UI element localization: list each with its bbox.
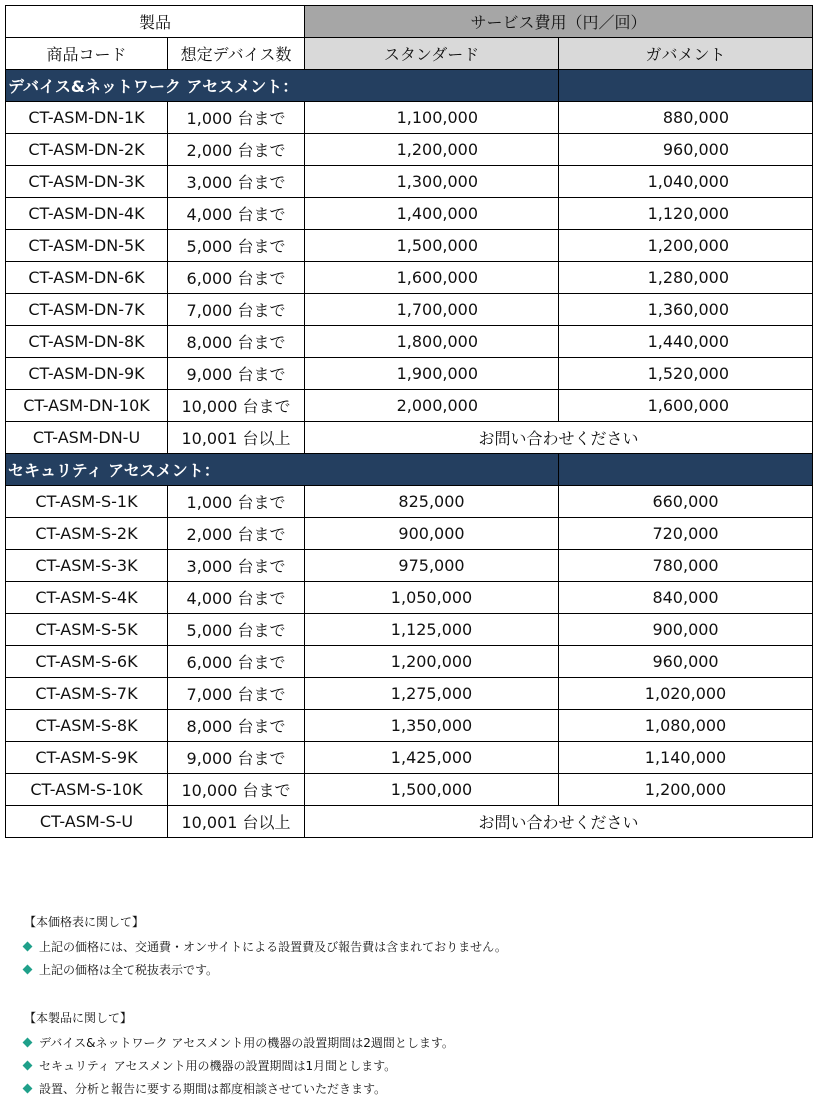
table-row [6, 358, 813, 390]
product-code-cell: CT-ASM-DN-7K [6, 294, 168, 326]
device-count-cell: 6,000 台まで [168, 262, 305, 294]
note-text: 上記の価格には、交通費・オンサイトによる設置費及び報告費は含まれておりません。 [39, 940, 507, 954]
table-row [6, 390, 813, 422]
note-item [22, 1031, 454, 1054]
device-count-cell: 3,000 台まで [168, 550, 305, 582]
government-price-cell: 1,200,000 [559, 230, 813, 262]
table-row [6, 582, 813, 614]
table-row [6, 198, 813, 230]
note-item [22, 958, 507, 981]
device-count-cell: 5,000 台まで [168, 614, 305, 646]
code-header: 商品コード [6, 38, 168, 70]
table-row [6, 102, 813, 134]
device-count-cell: 10,000 台まで [168, 774, 305, 806]
device-count-cell: 2,000 台まで [168, 518, 305, 550]
standard-price-cell: 1,600,000 [305, 262, 559, 294]
table-row [6, 326, 813, 358]
standard-price-cell: 1,900,000 [305, 358, 559, 390]
standard-price-cell: 1,200,000 [305, 134, 559, 166]
note-text: 設置、分析と報告に要する期間は都度相談させていただきます。 [39, 1082, 387, 1096]
device-count-cell: 10,001 台以上 [168, 806, 305, 838]
product-code-cell: CT-ASM-S-6K [6, 646, 168, 678]
standard-price-cell: 825,000 [305, 486, 559, 518]
standard-price-cell: 1,425,000 [305, 742, 559, 774]
government-price-cell: 1,080,000 [559, 710, 813, 742]
standard-price-cell: 1,300,000 [305, 166, 559, 198]
device-count-cell: 10,001 台以上 [168, 422, 305, 454]
table-row [6, 774, 813, 806]
note-item [22, 1054, 454, 1077]
device-count-cell: 9,000 台まで [168, 742, 305, 774]
device-count-cell: 6,000 台まで [168, 646, 305, 678]
government-price-cell: 1,040,000 [559, 166, 813, 198]
table-row [6, 678, 813, 710]
standard-price-cell: 2,000,000 [305, 390, 559, 422]
table-row [6, 518, 813, 550]
device-count-cell: 9,000 台まで [168, 358, 305, 390]
government-price-cell: 1,520,000 [559, 358, 813, 390]
product-code-cell: CT-ASM-S-5K [6, 614, 168, 646]
standard-price-cell: 1,400,000 [305, 198, 559, 230]
government-price-cell: 780,000 [559, 550, 813, 582]
product-code-cell: CT-ASM-S-8K [6, 710, 168, 742]
product-code-cell: CT-ASM-S-U [6, 806, 168, 838]
contact-cell: お問い合わせください [305, 806, 813, 838]
note-text: 上記の価格は全て税抜表示です。 [39, 963, 219, 977]
product-code-cell: CT-ASM-S-9K [6, 742, 168, 774]
standard-price-cell: 975,000 [305, 550, 559, 582]
device-count-cell: 8,000 台まで [168, 326, 305, 358]
section-title-filler [559, 70, 813, 102]
product-code-cell: CT-ASM-S-10K [6, 774, 168, 806]
government-price-cell: 1,360,000 [559, 294, 813, 326]
section-title: デバイス&ネットワーク アセスメント： [6, 70, 559, 102]
notes-block [22, 1009, 454, 1100]
product-code-cell: CT-ASM-S-7K [6, 678, 168, 710]
standard-price-cell: 1,500,000 [305, 230, 559, 262]
notes-title: 【本製品に関して】 [24, 1011, 133, 1025]
note-text: デバイス&ネットワーク アセスメント用の機器の設置期間は2週間とします。 [39, 1036, 454, 1050]
government-price-cell: 840,000 [559, 582, 813, 614]
diamond-bullet-icon [23, 942, 33, 952]
diamond-bullet-icon [23, 1061, 33, 1071]
government-price-cell: 1,200,000 [559, 774, 813, 806]
table-row [6, 550, 813, 582]
device-count-cell: 5,000 台まで [168, 230, 305, 262]
product-code-cell: CT-ASM-DN-5K [6, 230, 168, 262]
section-header-row [6, 70, 813, 102]
table-row [6, 806, 813, 838]
diamond-bullet-icon [23, 1038, 33, 1048]
product-code-cell: CT-ASM-S-4K [6, 582, 168, 614]
contact-cell: お問い合わせください [305, 422, 813, 454]
product-code-cell: CT-ASM-DN-U [6, 422, 168, 454]
government-header: ガバメント [559, 38, 813, 70]
standard-price-cell: 1,500,000 [305, 774, 559, 806]
product-code-cell: CT-ASM-DN-3K [6, 166, 168, 198]
device-count-cell: 4,000 台まで [168, 582, 305, 614]
table-row [6, 422, 813, 454]
government-price-cell: 1,140,000 [559, 742, 813, 774]
product-code-cell: CT-ASM-DN-10K [6, 390, 168, 422]
section-title: セキュリティ アセスメント： [6, 454, 559, 486]
standard-price-cell: 1,100,000 [305, 102, 559, 134]
device-count-cell: 7,000 台まで [168, 678, 305, 710]
section-title-filler [559, 454, 813, 486]
diamond-bullet-icon [23, 965, 33, 975]
product-code-cell: CT-ASM-S-1K [6, 486, 168, 518]
standard-price-cell: 1,800,000 [305, 326, 559, 358]
government-price-cell: 1,020,000 [559, 678, 813, 710]
product-code-cell: CT-ASM-DN-4K [6, 198, 168, 230]
price-table [5, 5, 813, 838]
government-price-cell: 960,000 [559, 134, 813, 166]
government-price-cell: 880,000 [559, 102, 813, 134]
notes-title: 【本価格表に関して】 [24, 915, 145, 929]
table-row [6, 710, 813, 742]
note-item [22, 1077, 454, 1100]
product-code-cell: CT-ASM-S-2K [6, 518, 168, 550]
standard-price-cell: 900,000 [305, 518, 559, 550]
diamond-bullet-icon [23, 1084, 33, 1094]
service-fee-header: サービス費用（円／回） [305, 6, 813, 38]
government-price-cell: 1,120,000 [559, 198, 813, 230]
device-count-cell: 3,000 台まで [168, 166, 305, 198]
standard-price-cell: 1,200,000 [305, 646, 559, 678]
devices-header: 想定デバイス数 [168, 38, 305, 70]
header-row-2 [6, 38, 813, 70]
table-row [6, 294, 813, 326]
device-count-cell: 7,000 台まで [168, 294, 305, 326]
government-price-cell: 960,000 [559, 646, 813, 678]
standard-header: スタンダード [305, 38, 559, 70]
device-count-cell: 1,000 台まで [168, 102, 305, 134]
table-row [6, 166, 813, 198]
product-code-cell: CT-ASM-S-3K [6, 550, 168, 582]
standard-price-cell: 1,350,000 [305, 710, 559, 742]
standard-price-cell: 1,700,000 [305, 294, 559, 326]
device-count-cell: 8,000 台まで [168, 710, 305, 742]
table-row [6, 614, 813, 646]
device-count-cell: 10,000 台まで [168, 390, 305, 422]
table-row [6, 134, 813, 166]
product-code-cell: CT-ASM-DN-1K [6, 102, 168, 134]
note-item [22, 935, 507, 958]
table-row [6, 486, 813, 518]
note-text: セキュリティ アセスメント用の機器の設置期間は1月間とします。 [39, 1059, 397, 1073]
standard-price-cell: 1,125,000 [305, 614, 559, 646]
device-count-cell: 4,000 台まで [168, 198, 305, 230]
standard-price-cell: 1,050,000 [305, 582, 559, 614]
government-price-cell: 720,000 [559, 518, 813, 550]
product-header: 製品 [6, 6, 305, 38]
header-row-1 [6, 6, 813, 38]
government-price-cell: 660,000 [559, 486, 813, 518]
standard-price-cell: 1,275,000 [305, 678, 559, 710]
product-code-cell: CT-ASM-DN-6K [6, 262, 168, 294]
section-header-row [6, 454, 813, 486]
government-price-cell: 1,440,000 [559, 326, 813, 358]
notes-block [22, 913, 507, 981]
government-price-cell: 1,600,000 [559, 390, 813, 422]
product-code-cell: CT-ASM-DN-2K [6, 134, 168, 166]
table-row [6, 742, 813, 774]
government-price-cell: 900,000 [559, 614, 813, 646]
device-count-cell: 1,000 台まで [168, 486, 305, 518]
government-price-cell: 1,280,000 [559, 262, 813, 294]
table-row [6, 646, 813, 678]
table-row [6, 230, 813, 262]
product-code-cell: CT-ASM-DN-8K [6, 326, 168, 358]
product-code-cell: CT-ASM-DN-9K [6, 358, 168, 390]
device-count-cell: 2,000 台まで [168, 134, 305, 166]
table-row [6, 262, 813, 294]
